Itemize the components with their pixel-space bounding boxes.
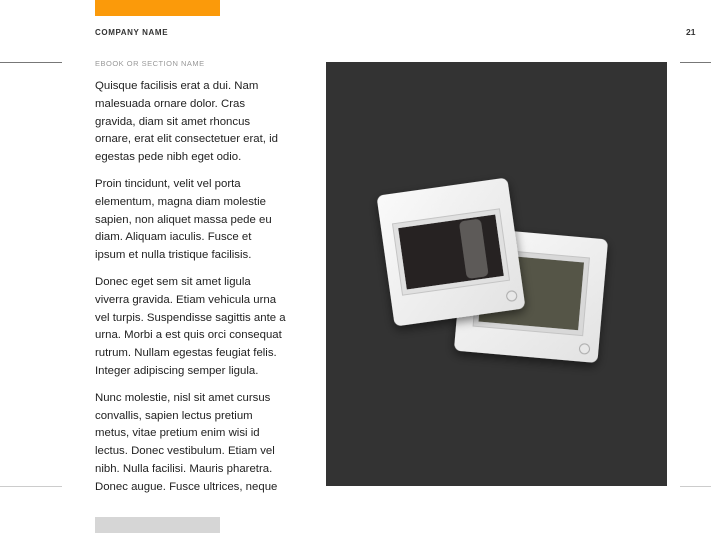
section-name: EBOOK OR SECTION NAME [95, 59, 205, 68]
paragraph-line: Donec augue. Fusce ultrices, neque [95, 480, 278, 493]
paragraph-line: urna. Morbi a est quis orci consequat [95, 329, 282, 342]
paragraph-line: Nunc molestie, nisl sit amet cursus [95, 391, 271, 404]
divider-left-top [0, 62, 62, 63]
paragraph-line: Integer adipiscing semper ligula. [95, 364, 259, 377]
paragraph-line: elementum, magna diam molestie [95, 195, 266, 208]
paragraph-line: vel turpis. Suspendisse sagittis ante a [95, 311, 286, 324]
page-number: 21 [686, 27, 696, 37]
paragraph-line: Quisque facilisis erat a dui. Nam [95, 80, 259, 92]
paragraph-line: Proin tincidunt, velit vel porta [95, 177, 241, 190]
paragraph-line: lectus. Donec vestibulum. Etiam vel [95, 445, 275, 458]
paragraph [95, 390, 295, 497]
paragraph-line: convallis, sapien lectus pretium [95, 409, 253, 422]
footer-bar [95, 517, 220, 533]
accent-bar [95, 0, 220, 16]
photo-slides-image [326, 62, 667, 486]
paragraph-line: ipsum et nulla tristique facilisis. [95, 249, 252, 262]
divider-left-bottom [0, 486, 62, 487]
paragraph-line: viverra gravida. Etiam vehicula urna [95, 293, 277, 306]
body-text [95, 78, 295, 506]
photo-slides-icon [326, 62, 667, 486]
paragraph-line: nibh. Nulla facilisi. Mauris pharetra. [95, 462, 273, 475]
paragraph-line: sapien, non aliquet massa pede eu [95, 213, 272, 226]
front-slide [376, 177, 525, 326]
company-name: COMPANY NAME [95, 28, 169, 37]
paragraph-line: ornare, erat elit consectetuer erat, id [95, 133, 278, 146]
paragraph-line: malesuada ornare dolor. Cras [95, 97, 246, 110]
paragraph-line: gravida, diam sit amet rhoncus [95, 115, 251, 128]
paragraph-line: rutrum. Nullam egestas feugiat felis. [95, 347, 277, 360]
paragraph-line: metus, vitae pretium enim wisi id [95, 427, 260, 440]
paragraph-line: egestas pede nibh eget odio. [95, 151, 242, 164]
divider-right-bottom [680, 486, 711, 487]
paragraph [95, 274, 295, 381]
divider-right-top [680, 62, 711, 63]
paragraph-line: Donec eget sem sit amet ligula [95, 275, 251, 288]
paragraph [95, 78, 295, 167]
paragraph-line: diam. Aliquam iaculis. Fusce et [95, 231, 252, 244]
paragraph [95, 176, 295, 265]
